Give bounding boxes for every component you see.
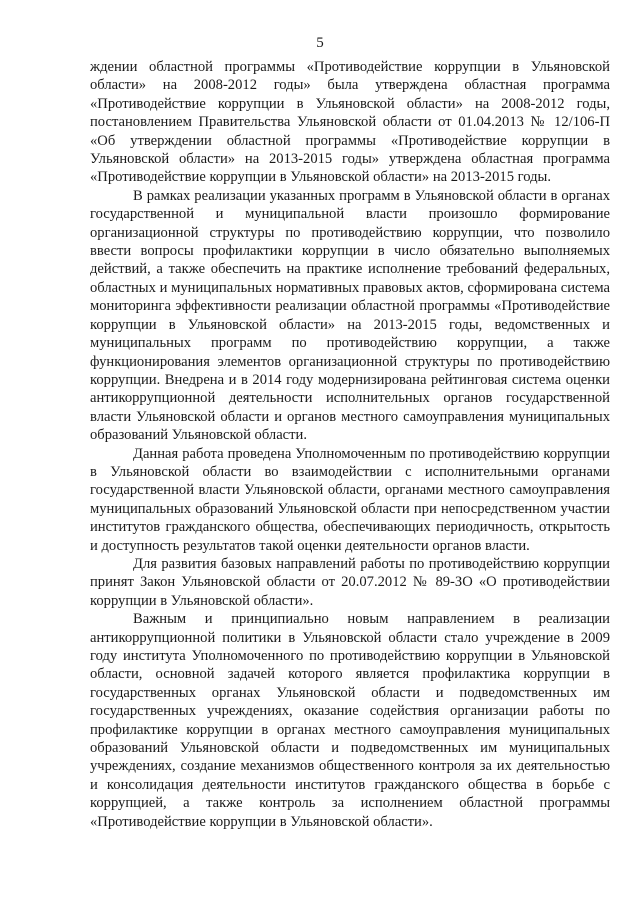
paragraph-ombudsman-institution: Важным и принципиально новым направлением в реализации антикоррупционной политики в Ульяновской области стало учреждение в 2009 году института Уполномоченного по противодействию коррупции в Ульяновской области, основной задачей которого является профилактика коррупции в государственных органах Ульяновской области и подведомственных им государственных учреждениях, оказание содействия организации работы по профилактике коррупции в органах местного самоуправления муниципальных образований Ульяновской области и подведомственных им муниципальных учреждениях, создание механизмов общественного контроля за их деятельностью и консолидация деятельности институтов гражданского общества в борьбе с коррупцией, а также контроль за исполнением областной программы «Противодействие коррупции в Ульяновской области».: [90, 611, 610, 830]
paragraph-program-implementation: В рамках реализации указанных программ в Ульяновской области в органах государственной и муниципальной власти произошло формирование организационной структуры по противодействию коррупции, что позволило ввести вопросы профилактики коррупции в число обязательно выполняемых действий, а также обеспечить на практике исполнение требований федеральных, областных и муниципальных нормативных правовых актов, сформирована система мониторинга эффективности реализации областной программы «Противодействие коррупции в Ульяновской области» на 2013-2015 годы, ведомственных и муниципальных программ по противодействию коррупции, а также функционирования элементов организационной структуры по противодействию коррупции. Внедрена и в 2014 году модернизирована рейтинговая система оценки антикоррупционной деятельности исполнительных органов государственной власти Ульяновской области и органов местного самоуправления муниципальных образований Ульяновской области.: [90, 187, 610, 444]
paragraph-ombudsman-work: Данная работа проведена Уполномоченным по противодействию коррупции в Ульяновской области во взаимодействии с исполнительными органами государственной власти Ульяновской области, органами местного самоуправления муниципальных образований Ульяновской области при непосредственном участии институтов гражданского общества, обеспечивающих периодичность, открытость и доступность результатов такой оценки деятельности органов власти.: [90, 445, 610, 554]
paragraph-continuation: ждении областной программы «Противодействие коррупции в Ульяновской области» на 2008-2012 годы» была утверждена областная программа «Противодействие коррупции в Ульяновской области» на 2008-2012 годы, постановлением Правительства Ульяновской области от 01.04.2013 № 12/106-П «Об утверждении областной программы «Противодействие коррупции в Ульяновской области» на 2013-2015 годы» утверждена областная программа «Противодействие коррупции в Ульяновской области» на 2013-2015 годы.: [90, 59, 610, 186]
page-number: 5: [316, 35, 324, 51]
paragraph-law-adopted: Для развития базовых направлений работы по противодействию коррупции принят Закон Ульяновской области от 20.07.2012 № 89-ЗО «О противодействии коррупции в Ульяновской области».: [90, 555, 610, 609]
document-body: [90, 58, 610, 831]
